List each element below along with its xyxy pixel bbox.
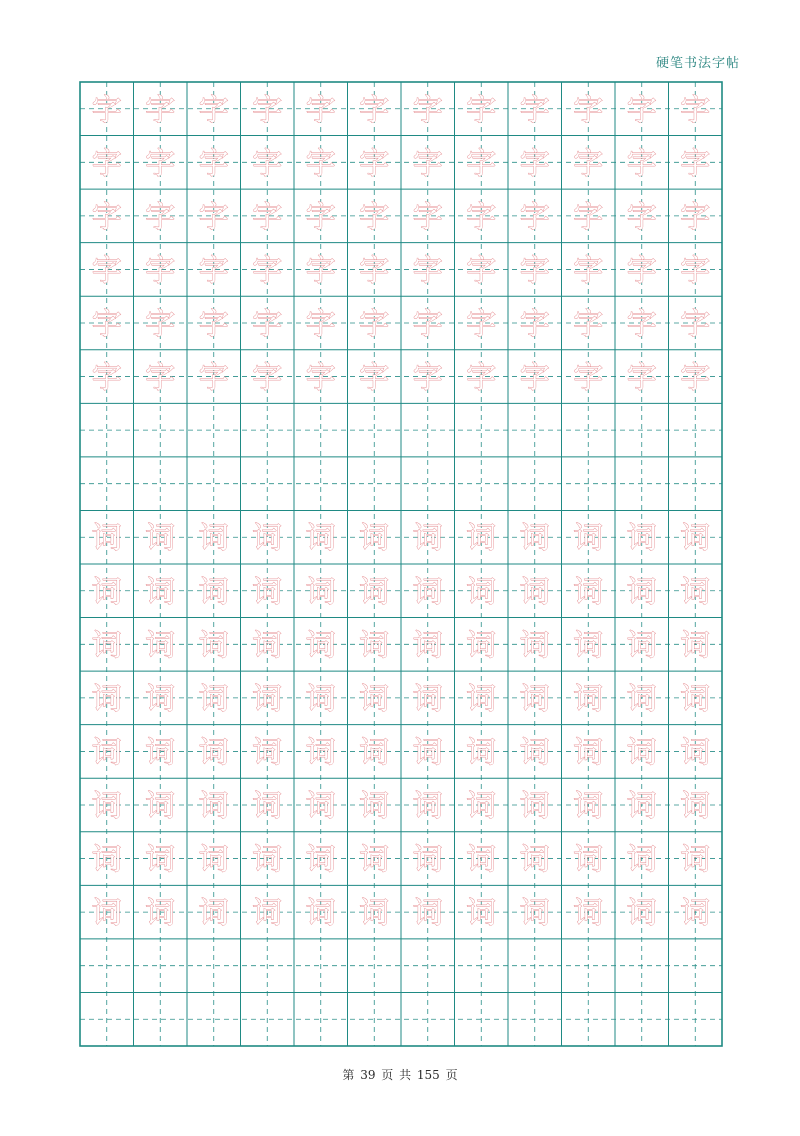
trace-character: 词 bbox=[573, 521, 604, 557]
trace-character: 字 bbox=[198, 360, 229, 396]
trace-character: 字 bbox=[91, 307, 122, 342]
trace-character: 字 bbox=[680, 307, 711, 342]
trace-character: 词 bbox=[359, 574, 390, 610]
trace-character: 词 bbox=[305, 842, 336, 878]
trace-character: 词 bbox=[519, 681, 550, 717]
trace-character: 字 bbox=[91, 92, 122, 128]
trace-character: 字 bbox=[412, 199, 443, 235]
trace-character: 词 bbox=[573, 842, 604, 878]
trace-character: 词 bbox=[626, 896, 657, 932]
trace-character: 词 bbox=[252, 842, 283, 878]
trace-character: 词 bbox=[519, 628, 550, 664]
trace-character: 词 bbox=[626, 521, 657, 557]
trace-character: 词 bbox=[466, 521, 497, 557]
trace-character: 字 bbox=[573, 92, 604, 128]
trace-character: 字 bbox=[573, 360, 604, 396]
trace-character: 字 bbox=[359, 146, 390, 182]
trace-character: 字 bbox=[466, 307, 497, 342]
trace-character: 字 bbox=[626, 253, 657, 289]
trace-character: 词 bbox=[680, 735, 711, 771]
trace-character: 字 bbox=[466, 199, 497, 235]
trace-character: 字 bbox=[145, 360, 176, 396]
trace-character: 词 bbox=[573, 789, 604, 824]
trace-character: 词 bbox=[626, 628, 657, 664]
trace-character: 词 bbox=[412, 521, 443, 557]
trace-character: 词 bbox=[412, 735, 443, 771]
trace-character: 词 bbox=[305, 521, 336, 557]
trace-character: 字 bbox=[412, 307, 443, 342]
trace-character: 字 bbox=[145, 307, 176, 342]
trace-character: 字 bbox=[519, 92, 550, 128]
trace-character: 词 bbox=[252, 789, 283, 824]
trace-character: 词 bbox=[145, 681, 176, 717]
trace-character: 词 bbox=[252, 574, 283, 610]
trace-character: 字 bbox=[305, 253, 336, 289]
trace-character: 字 bbox=[626, 199, 657, 235]
trace-character: 字 bbox=[305, 146, 336, 182]
trace-character: 字 bbox=[626, 92, 657, 128]
trace-character: 字 bbox=[519, 307, 550, 342]
trace-character: 词 bbox=[573, 681, 604, 717]
trace-character: 字 bbox=[412, 92, 443, 128]
trace-character: 词 bbox=[412, 681, 443, 717]
trace-character: 词 bbox=[91, 789, 122, 824]
trace-character: 词 bbox=[626, 574, 657, 610]
trace-character: 字 bbox=[626, 307, 657, 342]
trace-character: 词 bbox=[145, 896, 176, 932]
trace-character: 词 bbox=[145, 789, 176, 824]
trace-character: 词 bbox=[573, 896, 604, 932]
trace-character: 字 bbox=[412, 146, 443, 182]
trace-character: 词 bbox=[466, 842, 497, 878]
trace-character: 词 bbox=[573, 574, 604, 610]
trace-character: 字 bbox=[412, 360, 443, 396]
trace-character: 词 bbox=[680, 789, 711, 824]
trace-character: 字 bbox=[680, 92, 711, 128]
trace-character: 词 bbox=[305, 735, 336, 771]
trace-character: 词 bbox=[359, 628, 390, 664]
trace-character: 字 bbox=[573, 199, 604, 235]
trace-character: 词 bbox=[91, 896, 122, 932]
trace-character: 字 bbox=[359, 253, 390, 289]
page-title: 硬笔书法字帖 bbox=[655, 56, 740, 71]
trace-character: 字 bbox=[519, 360, 550, 396]
trace-character: 词 bbox=[680, 574, 711, 610]
trace-character: 词 bbox=[359, 735, 390, 771]
trace-character: 词 bbox=[519, 896, 550, 932]
trace-character: 字 bbox=[466, 146, 497, 182]
trace-character: 词 bbox=[626, 681, 657, 717]
trace-character: 词 bbox=[252, 735, 283, 771]
trace-character: 词 bbox=[466, 681, 497, 717]
trace-character: 词 bbox=[145, 842, 176, 878]
trace-character: 词 bbox=[359, 842, 390, 878]
trace-character: 词 bbox=[680, 628, 711, 664]
trace-character: 词 bbox=[145, 735, 176, 771]
trace-character: 词 bbox=[359, 789, 390, 824]
trace-character: 词 bbox=[680, 681, 711, 717]
trace-character: 词 bbox=[252, 521, 283, 557]
trace-character: 词 bbox=[466, 735, 497, 771]
trace-character: 字 bbox=[198, 146, 229, 182]
trace-character: 词 bbox=[198, 521, 229, 557]
trace-character: 字 bbox=[519, 253, 550, 289]
trace-character: 词 bbox=[198, 574, 229, 610]
trace-character: 词 bbox=[626, 735, 657, 771]
trace-character: 字 bbox=[145, 146, 176, 182]
trace-character: 字 bbox=[573, 146, 604, 182]
trace-character: 词 bbox=[91, 681, 122, 717]
trace-character: 字 bbox=[466, 92, 497, 128]
trace-character: 字 bbox=[252, 146, 283, 182]
trace-character: 字 bbox=[680, 199, 711, 235]
trace-character: 字 bbox=[573, 253, 604, 289]
trace-character: 词 bbox=[198, 681, 229, 717]
trace-character: 词 bbox=[198, 842, 229, 878]
trace-character: 字 bbox=[305, 199, 336, 235]
page-footer: 第 39 页 共 155 页 bbox=[342, 1068, 458, 1082]
trace-character: 字 bbox=[680, 253, 711, 289]
trace-character: 字 bbox=[626, 360, 657, 396]
trace-character: 字 bbox=[252, 199, 283, 235]
trace-character: 词 bbox=[519, 842, 550, 878]
trace-character: 词 bbox=[305, 628, 336, 664]
trace-character: 字 bbox=[359, 307, 390, 342]
trace-character: 词 bbox=[412, 842, 443, 878]
trace-character: 词 bbox=[680, 521, 711, 557]
trace-character: 字 bbox=[573, 307, 604, 342]
trace-character: 词 bbox=[305, 789, 336, 824]
trace-character: 词 bbox=[626, 789, 657, 824]
trace-character: 字 bbox=[519, 146, 550, 182]
trace-character: 字 bbox=[680, 360, 711, 396]
trace-character: 词 bbox=[305, 896, 336, 932]
trace-character: 词 bbox=[305, 681, 336, 717]
trace-character: 字 bbox=[91, 146, 122, 182]
trace-character: 词 bbox=[519, 789, 550, 824]
trace-character: 词 bbox=[305, 574, 336, 610]
trace-character: 词 bbox=[626, 842, 657, 878]
trace-character: 词 bbox=[359, 521, 390, 557]
trace-character: 词 bbox=[412, 896, 443, 932]
trace-character: 词 bbox=[680, 842, 711, 878]
trace-character: 词 bbox=[359, 896, 390, 932]
trace-character: 字 bbox=[252, 253, 283, 289]
trace-character: 词 bbox=[519, 521, 550, 557]
trace-character: 字 bbox=[91, 199, 122, 235]
trace-character: 字 bbox=[145, 199, 176, 235]
trace-character: 字 bbox=[680, 146, 711, 182]
trace-character: 词 bbox=[91, 574, 122, 610]
trace-character: 字 bbox=[145, 253, 176, 289]
trace-character: 字 bbox=[198, 199, 229, 235]
trace-character: 词 bbox=[412, 789, 443, 824]
trace-character: 词 bbox=[252, 681, 283, 717]
trace-character: 字 bbox=[91, 253, 122, 289]
trace-character: 词 bbox=[198, 789, 229, 824]
trace-character: 字 bbox=[466, 253, 497, 289]
trace-character: 词 bbox=[198, 735, 229, 771]
trace-character: 词 bbox=[198, 896, 229, 932]
trace-character: 词 bbox=[573, 735, 604, 771]
trace-character: 字 bbox=[198, 253, 229, 289]
trace-character: 字 bbox=[359, 199, 390, 235]
trace-character: 字 bbox=[252, 307, 283, 342]
trace-character: 字 bbox=[305, 307, 336, 342]
trace-character: 字 bbox=[252, 92, 283, 128]
trace-character: 词 bbox=[91, 842, 122, 878]
trace-character: 字 bbox=[198, 307, 229, 342]
trace-character: 字 bbox=[359, 360, 390, 396]
trace-character: 词 bbox=[198, 628, 229, 664]
trace-character: 词 bbox=[466, 628, 497, 664]
trace-character: 词 bbox=[519, 574, 550, 610]
trace-character: 词 bbox=[252, 896, 283, 932]
trace-character: 词 bbox=[91, 735, 122, 771]
trace-character: 字 bbox=[626, 146, 657, 182]
trace-character: 词 bbox=[412, 574, 443, 610]
trace-character: 字 bbox=[91, 360, 122, 396]
trace-character: 词 bbox=[680, 896, 711, 932]
trace-character: 词 bbox=[91, 628, 122, 664]
trace-character: 词 bbox=[466, 789, 497, 824]
trace-character: 词 bbox=[145, 628, 176, 664]
trace-character: 字 bbox=[305, 360, 336, 396]
trace-character: 字 bbox=[519, 199, 550, 235]
trace-character: 词 bbox=[91, 521, 122, 557]
trace-character: 词 bbox=[519, 735, 550, 771]
trace-character: 字 bbox=[412, 253, 443, 289]
trace-character: 字 bbox=[359, 92, 390, 128]
trace-character: 字 bbox=[305, 92, 336, 128]
trace-character: 词 bbox=[145, 574, 176, 610]
trace-character: 词 bbox=[145, 521, 176, 557]
trace-character: 词 bbox=[573, 628, 604, 664]
trace-character: 词 bbox=[412, 628, 443, 664]
trace-character: 词 bbox=[466, 896, 497, 932]
trace-character: 词 bbox=[466, 574, 497, 610]
trace-character: 字 bbox=[198, 92, 229, 128]
trace-character: 字 bbox=[145, 92, 176, 128]
trace-character: 字 bbox=[466, 360, 497, 396]
trace-character: 字 bbox=[252, 360, 283, 396]
trace-character: 词 bbox=[359, 681, 390, 717]
trace-character: 词 bbox=[252, 628, 283, 664]
